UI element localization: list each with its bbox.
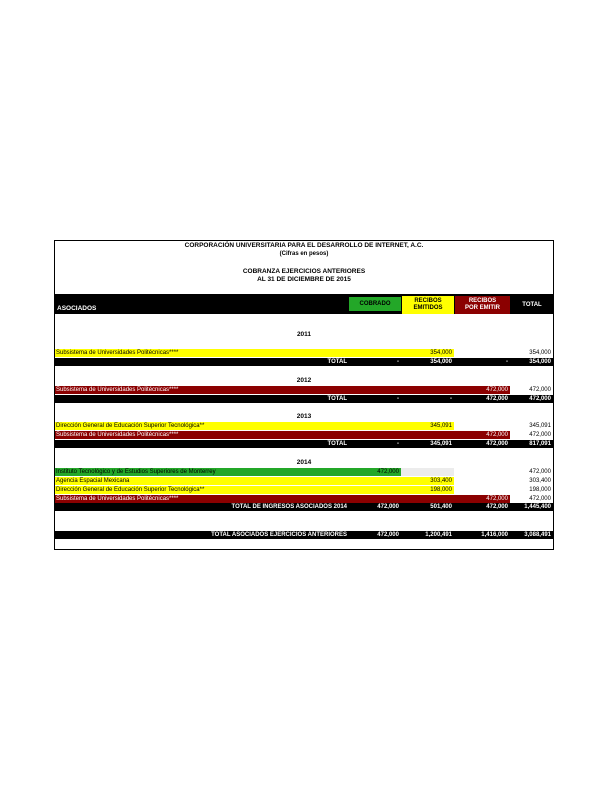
total-total: 1,445,400 bbox=[524, 504, 551, 510]
total-emitidos: - bbox=[450, 396, 452, 402]
total-row-2013 bbox=[55, 440, 553, 448]
row-name: Dirección General de Educación Superior Tecnológica** bbox=[56, 487, 205, 493]
grand-total-por-emitir: 1,416,000 bbox=[481, 532, 508, 538]
row-name: Instituto Tecnológico y de Estudios Superiores de Monterrey bbox=[56, 469, 216, 475]
total-por-emitir: - bbox=[506, 359, 508, 365]
total-total: 354,000 bbox=[529, 359, 551, 365]
total-row-2014 bbox=[55, 503, 553, 511]
total-emitidos: 354,000 bbox=[430, 359, 452, 365]
col-emitidos-line2: EMITIDOS bbox=[413, 305, 443, 311]
report-date: AL 31 DE DICIEMBRE DE 2015 bbox=[257, 276, 351, 283]
row-name: Subsistema de Universidades Politécnicas**** bbox=[56, 387, 179, 393]
row-emitidos: 198,000 bbox=[430, 487, 452, 493]
row-name: Agencia Espacial Mexicana bbox=[56, 478, 130, 484]
row-cobrado: 472,000 bbox=[377, 469, 399, 475]
row-por-emitir: 472,000 bbox=[486, 432, 508, 438]
grand-total-cobrado: 472,000 bbox=[377, 532, 399, 538]
total-cobrado: 472,000 bbox=[377, 504, 399, 510]
row-por-emitir: 472,000 bbox=[486, 496, 508, 502]
total-por-emitir: 472,000 bbox=[486, 504, 508, 510]
total-cobrado: - bbox=[397, 396, 399, 402]
total-emitidos: 345,091 bbox=[430, 441, 452, 447]
row-name: Dirección General de Educación Superior Tecnológica** bbox=[56, 423, 205, 429]
total-por-emitir: 472,000 bbox=[486, 441, 508, 447]
report-sheet bbox=[54, 240, 554, 550]
col-recibos-emitidos bbox=[402, 296, 454, 314]
table-row bbox=[55, 468, 553, 476]
table-row bbox=[55, 349, 553, 357]
year-2014: 2014 bbox=[296, 459, 312, 466]
row-name: Subsistema de Universidades Politécnicas**** bbox=[56, 432, 179, 438]
row-name: Subsistema de Universidades Politécnicas**** bbox=[56, 350, 179, 356]
total-total: 817,091 bbox=[529, 441, 551, 447]
year-2011: 2011 bbox=[296, 331, 312, 338]
table-row bbox=[55, 386, 553, 394]
row-por-emitir: 472,000 bbox=[486, 387, 508, 393]
row-total: 472,000 bbox=[529, 469, 551, 475]
table-row bbox=[55, 431, 553, 439]
total-label: TOTAL DE INGRESOS ASOCIADOS 2014 bbox=[231, 504, 347, 510]
col-por-emitir-line1: RECIBOS bbox=[468, 298, 497, 304]
row-total: 354,000 bbox=[529, 350, 551, 356]
row-name: Subsistema de Universidades Politécnicas**** bbox=[56, 496, 179, 502]
grand-total-row bbox=[55, 531, 553, 539]
year-2013: 2013 bbox=[296, 413, 312, 420]
total-label: TOTAL bbox=[327, 441, 347, 447]
total-cobrado: - bbox=[397, 441, 399, 447]
row-emitidos: 303,400 bbox=[430, 478, 452, 484]
grand-total-label: TOTAL ASOCIADOS EJERCICIOS ANTERIORES bbox=[211, 532, 347, 538]
total-cobrado: - bbox=[397, 359, 399, 365]
table-row bbox=[55, 486, 553, 494]
row-total: 472,000 bbox=[529, 496, 551, 502]
table-row bbox=[55, 422, 553, 430]
year-2012: 2012 bbox=[296, 377, 312, 384]
org-title: CORPORACIÓN UNIVERSITARIA PARA EL DESARROLLO DE INTERNET, A.C. bbox=[184, 242, 424, 249]
grand-total-total: 3,088,491 bbox=[524, 532, 551, 538]
row-total: 472,000 bbox=[529, 387, 551, 393]
row-shade bbox=[401, 468, 454, 476]
col-cobrado-label: COBRADO bbox=[359, 300, 391, 307]
units-note: (Cifras en pesos) bbox=[279, 251, 329, 257]
row-total: 198,000 bbox=[529, 487, 551, 493]
table-row bbox=[55, 477, 553, 485]
col-emitidos-line1: RECIBOS bbox=[414, 298, 442, 304]
row-total: 472,000 bbox=[529, 432, 551, 438]
row-emitidos: 354,000 bbox=[430, 350, 452, 356]
col-por-emitir-line2: POR EMITIR bbox=[464, 305, 500, 311]
row-emitidos: 345,091 bbox=[430, 423, 452, 429]
grand-total-emitidos: 1,200,491 bbox=[425, 532, 452, 538]
col-asociados: ASOCIADOS bbox=[57, 305, 97, 312]
col-total-label: TOTAL bbox=[522, 301, 542, 308]
col-cobrado bbox=[349, 297, 401, 311]
total-row-2012 bbox=[55, 395, 553, 403]
total-total: 472,000 bbox=[529, 396, 551, 402]
total-label: TOTAL bbox=[327, 359, 347, 365]
row-total: 345,091 bbox=[529, 423, 551, 429]
col-total bbox=[511, 296, 553, 314]
total-label: TOTAL bbox=[327, 396, 347, 402]
total-por-emitir: 472,000 bbox=[486, 396, 508, 402]
row-total: 303,400 bbox=[529, 478, 551, 484]
total-emitidos: 501,400 bbox=[430, 504, 452, 510]
report-title: COBRANZA EJERCICIOS ANTERIORES bbox=[242, 268, 366, 275]
col-recibos-por-emitir bbox=[455, 296, 510, 314]
table-row bbox=[55, 495, 553, 503]
total-row-2011 bbox=[55, 358, 553, 366]
